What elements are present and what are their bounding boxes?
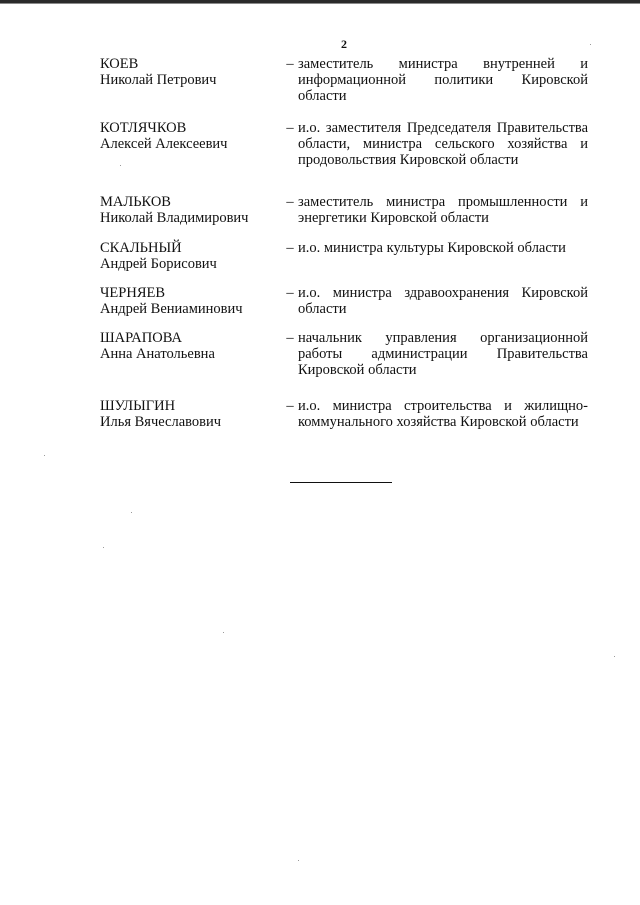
member-name xyxy=(100,194,282,226)
member-position: и.о. министра здравоохранения Кировской области xyxy=(298,285,588,317)
separator-dash: – xyxy=(286,56,294,72)
scan-top-edge xyxy=(0,0,640,5)
member-position: и.о. министра строительства и жилищно-коммунального хозяйства Кировской области xyxy=(298,398,588,430)
scan-speck xyxy=(131,512,132,513)
separator-dash: – xyxy=(286,398,294,414)
scan-speck xyxy=(44,455,45,456)
member-surname: ШУЛЫГИН xyxy=(100,398,176,414)
member-name xyxy=(100,285,282,317)
separator-dash: – xyxy=(286,194,294,210)
member-position: и.о. заместителя Председателя Правительства области, министра сельского хозяйства и продовольствия Кировской области xyxy=(298,120,588,168)
scan-speck xyxy=(103,547,104,548)
member-name xyxy=(100,120,282,152)
list-item xyxy=(100,240,590,285)
separator-dash: – xyxy=(286,330,294,346)
list-item xyxy=(100,330,590,398)
list-item xyxy=(100,285,590,330)
page-number: 2 xyxy=(341,37,347,51)
member-given-names: Илья Вячеславович xyxy=(100,414,222,430)
closing-rule xyxy=(290,482,392,483)
scan-speck xyxy=(223,632,224,633)
separator-dash: – xyxy=(286,120,294,136)
member-given-names: Андрей Вениаминович xyxy=(100,301,243,317)
scan-speck xyxy=(590,44,591,45)
list-item xyxy=(100,56,590,120)
member-given-names: Алексей Алексеевич xyxy=(100,136,228,152)
scan-speck xyxy=(614,656,615,657)
member-position: заместитель министра внутренней и информационной политики Кировской области xyxy=(298,56,588,104)
member-surname: СКАЛЬНЫЙ xyxy=(100,240,182,256)
member-name xyxy=(100,330,282,362)
member-surname: ШАРАПОВА xyxy=(100,330,182,346)
list-item xyxy=(100,194,590,240)
member-surname: МАЛЬКОВ xyxy=(100,194,171,210)
member-position: заместитель министра промышленности и энергетики Кировской области xyxy=(298,194,588,226)
member-surname: КОЕВ xyxy=(100,56,139,72)
member-given-names: Николай Владимирович xyxy=(100,210,249,226)
member-given-names: Николай Петрович xyxy=(100,72,217,88)
list-item xyxy=(100,398,590,454)
member-given-names: Анна Анатольевна xyxy=(100,346,215,362)
member-name xyxy=(100,398,282,430)
member-list xyxy=(100,56,590,454)
separator-dash: – xyxy=(286,240,294,256)
member-given-names: Андрей Борисович xyxy=(100,256,217,272)
member-surname: КОТЛЯЧКОВ xyxy=(100,120,187,136)
member-name xyxy=(100,240,282,272)
member-surname: ЧЕРНЯЕВ xyxy=(100,285,166,301)
member-position: начальник управления организационной работы администрации Правительства Кировской области xyxy=(298,330,588,378)
scan-speck xyxy=(298,860,299,861)
list-item xyxy=(100,120,590,194)
member-name xyxy=(100,56,282,88)
separator-dash: – xyxy=(286,285,294,301)
scan-speck xyxy=(120,165,121,166)
member-position: и.о. министра культуры Кировской области xyxy=(298,240,566,256)
